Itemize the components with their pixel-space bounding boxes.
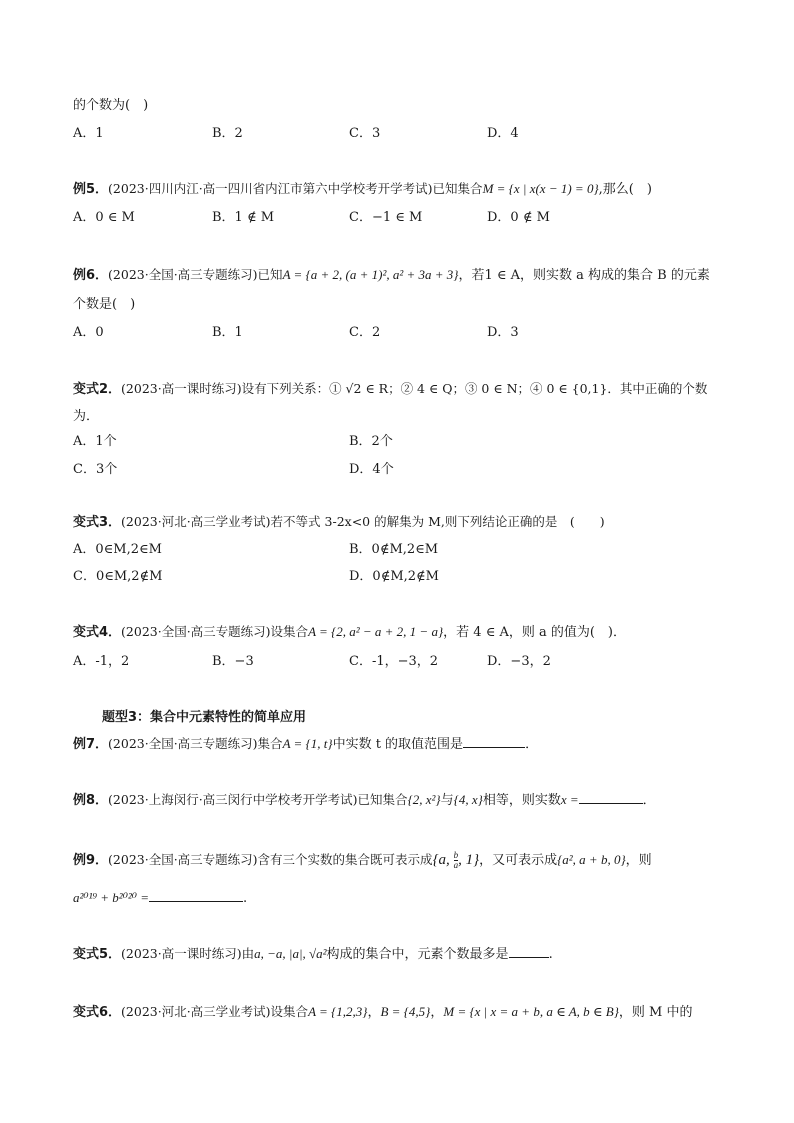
option-d: D．0 ∉ M: [487, 210, 550, 225]
example-source: (2023·全国·高三专题练习)含有三个实数的集合既可表示成: [108, 851, 433, 867]
answer-blank[interactable]: [579, 791, 643, 804]
variant-2: [73, 381, 734, 398]
option-c: C．3个: [73, 462, 118, 477]
math-set-expression: {a, $\frac{b}{a}$ , 1}: [432, 850, 480, 870]
math-expression: a²⁰¹⁹ + b²⁰²⁰ =: [73, 890, 150, 905]
example-label: 例9．: [73, 852, 109, 868]
option-b: B．1: [212, 325, 243, 340]
example-6: [73, 267, 734, 284]
question-tail: ，若 4 ∈ A，则 a 的值为( )．: [443, 625, 626, 640]
example-label: 例8．: [73, 793, 109, 808]
option-c: C．3: [349, 126, 381, 141]
math-expression: {2, x²}: [407, 792, 441, 807]
example-source: (2023·上海闵行·高三闵行中学校考开学考试)已知集合: [108, 792, 408, 807]
variant-source: (2023·河北·高三学业考试)设集合: [121, 1004, 309, 1019]
option-a: A．-1，2: [73, 654, 130, 669]
variant-label: 变式6．: [73, 1005, 122, 1020]
option-a: A．1个: [73, 434, 117, 449]
question-tail: ,那么( ): [598, 182, 652, 197]
example-9: [73, 851, 734, 870]
option-a: A．0 ∈ M: [73, 210, 135, 225]
variant-source: (2023·高一课时练习)设有下列关系：① √2 ∈ R；② 4 ∈ Q；③ 0 ∈ N；④ 0 ∈ {0,1}．其中正确的个数: [121, 381, 708, 396]
example-source: (2023·全国·高三专题练习)已知: [108, 267, 283, 282]
section-title: 题型3：集合中元素特性的简单应用: [102, 710, 307, 725]
math-expression: M = {x | x = a + b, a ∈ A, b ∈ B}: [443, 1004, 619, 1019]
example-label: 例7．: [73, 737, 109, 752]
option-c: C．-1，−3，2: [349, 654, 439, 669]
sentence-end: .: [243, 891, 248, 906]
option-b: B．−3: [212, 654, 254, 669]
question-line-2: 为．: [73, 409, 100, 424]
option-b: B．1 ∉ M: [212, 210, 275, 225]
sentence-end: ．: [642, 793, 656, 808]
math-expression: A = {2, a² − a + 2, 1 − a}: [308, 624, 444, 639]
answer-blank[interactable]: [149, 889, 243, 902]
question-tail: 相等，则实数: [482, 793, 561, 808]
example-source: (2023·全国·高三专题练习)集合: [108, 736, 283, 751]
math-expression: x =: [560, 792, 579, 807]
answer-blank[interactable]: [463, 735, 525, 748]
question-tail: 构成的集合中，元素个数最多是: [326, 947, 509, 962]
option-d: D．0∉M,2∉M: [349, 569, 439, 584]
variant-label: 变式3．: [73, 515, 122, 530]
variant-source: (2023·全国·高三专题练习)设集合: [121, 624, 309, 639]
variant-3: [73, 514, 734, 531]
variant-4: [73, 624, 734, 641]
math-expression: M = {x | x(x − 1) = 0}: [482, 181, 599, 196]
option-c: C．0∈M,2∉M: [73, 569, 163, 584]
connector-text: ，又可表示成: [479, 852, 558, 868]
math-expression: A = {a + 2, (a + 1)², a² + 3a + 3}: [282, 267, 459, 282]
question-line-2: [73, 889, 734, 907]
variant-source: (2023·高一课时练习)由: [121, 946, 255, 961]
answer-blank[interactable]: [509, 945, 549, 958]
option-a: A．1: [73, 126, 104, 141]
math-expression: a, −a, |a|, √a²: [254, 946, 327, 961]
variant-source: (2023·河北·高三学业考试)若不等式 3-2x<0 的解集为 M,则下列结论正确的是 ( ): [121, 514, 605, 529]
connector-text: 与: [440, 793, 454, 808]
example-label: 例5．: [73, 182, 109, 197]
option-d: D．3: [487, 325, 519, 340]
option-a: A．0: [73, 325, 104, 340]
math-expression: B = {4,5}: [380, 1004, 431, 1019]
option-c: C．−1 ∈ M: [349, 210, 423, 225]
option-b: B．2: [212, 126, 243, 141]
variant-5: [73, 945, 734, 963]
option-b: B．0∉M,2∈M: [349, 542, 439, 557]
option-d: D．4个: [349, 462, 394, 477]
option-d: D．4: [487, 126, 519, 141]
example-label: 例6．: [73, 268, 109, 283]
variant-6: 变式6．(2023·河北·高三学业考试)设集合A = {1,2,3}，B = {4,5}，M = {x | x = a + b, a ∈ A, b ∈ B}，则 M 中的: [73, 1004, 693, 1020]
math-expression: {4, x}: [453, 792, 483, 807]
math-expression: A = {1, t}: [282, 736, 333, 751]
example-5: [73, 181, 734, 198]
example-7: [73, 735, 734, 753]
option-b: B．2个: [349, 434, 393, 449]
question-tail: ，则 M 中的: [618, 1005, 693, 1020]
variant-label: 变式4．: [73, 625, 122, 640]
question-line-2: 个数是( ): [73, 297, 136, 312]
math-expression: A = {1,2,3}: [308, 1004, 368, 1019]
option-c: C．2: [349, 325, 381, 340]
option-d: D．−3，2: [487, 654, 551, 669]
sentence-end: .: [548, 947, 553, 962]
math-expression: {a², a + b, 0}: [557, 851, 626, 867]
example-8: [73, 791, 734, 809]
question-tail: 中实数 t 的取值范围是: [332, 737, 464, 752]
example-source: (2023·四川内江·高一四川省内江市第六中学校考开学考试)已知集合: [108, 181, 483, 196]
variant-label: 变式2．: [73, 382, 122, 397]
sentence-end: ．: [525, 737, 539, 752]
question-tail: ，则: [625, 852, 652, 868]
option-a: A．0∈M,2∈M: [73, 542, 162, 557]
question-continuation: 的个数为( ): [73, 98, 149, 113]
variant-label: 变式5．: [73, 947, 122, 962]
question-tail: ，若1 ∈ A，则实数 a 构成的集合 B 的元素: [458, 268, 710, 283]
